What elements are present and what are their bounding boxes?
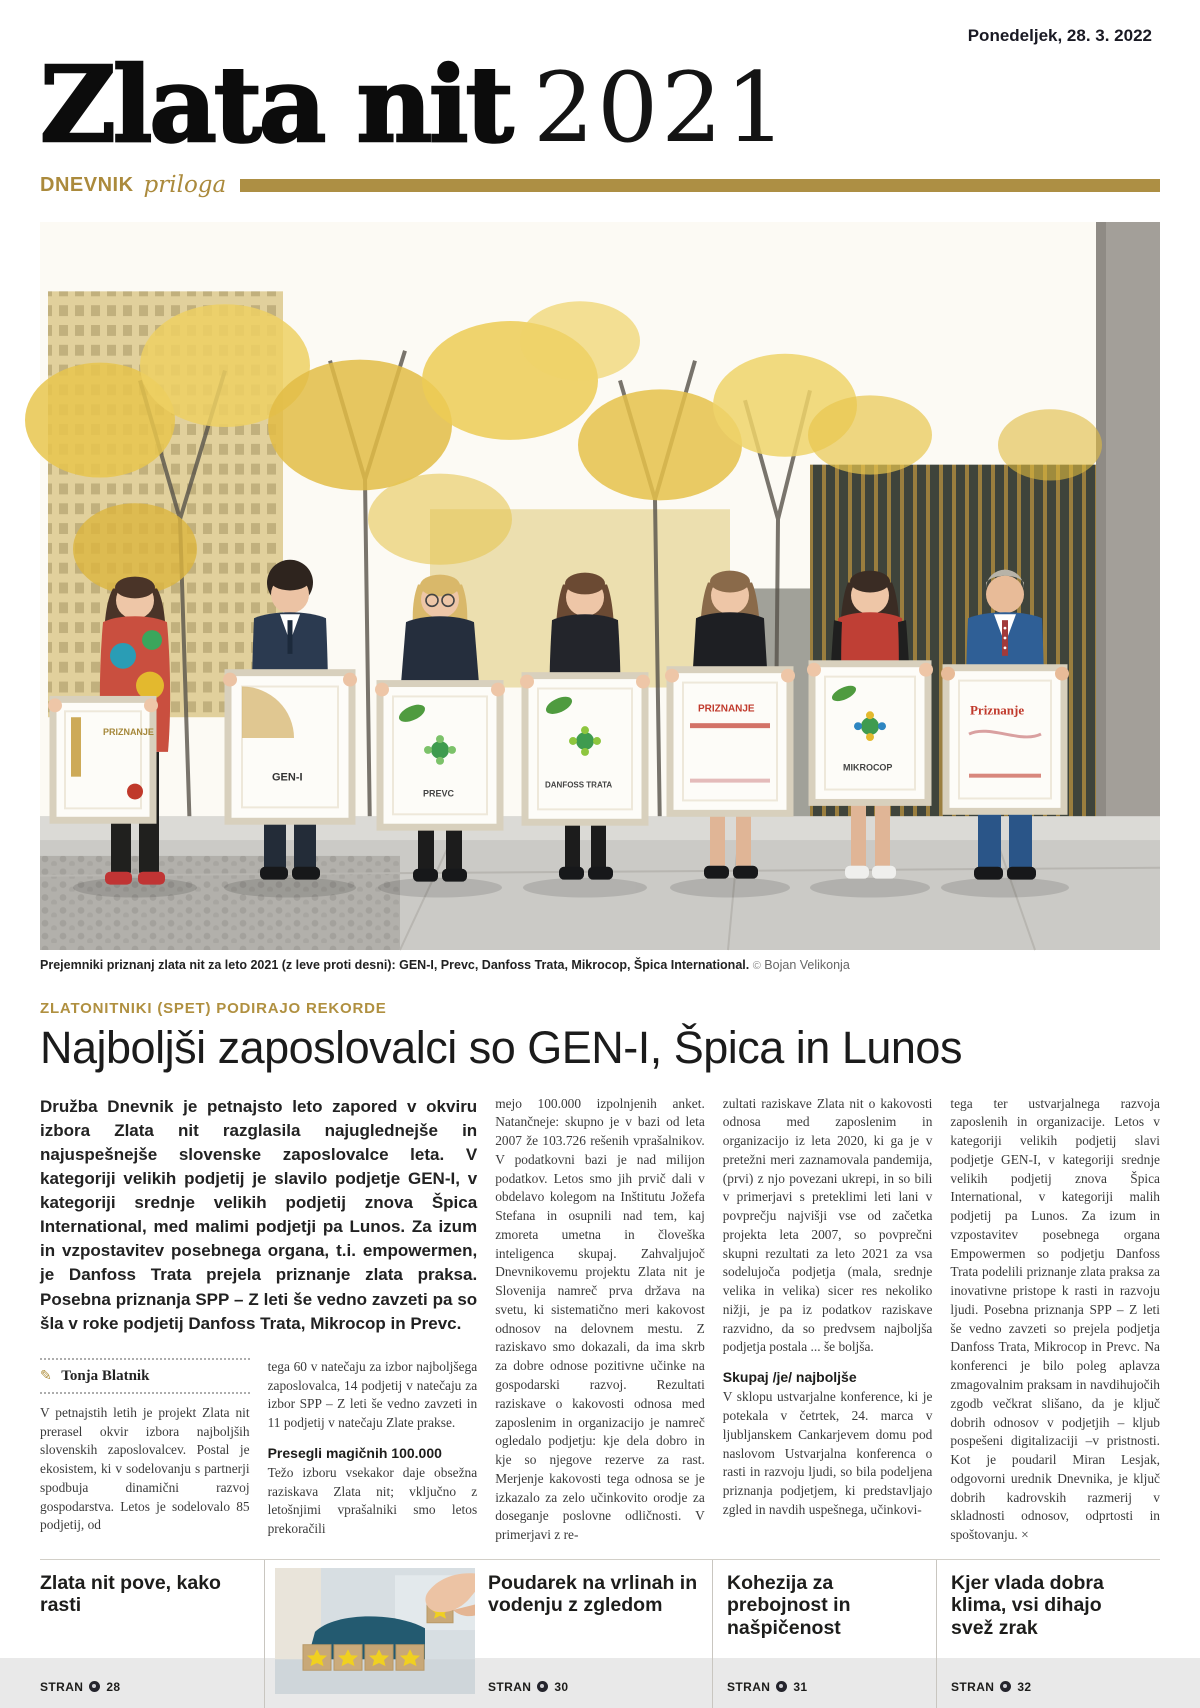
certificate-label: GEN-I [272, 771, 303, 784]
teaser-title: Kjer vlada dobra klima, vsi dihajo svež zrak [951, 1571, 1104, 1639]
lead-photo [40, 222, 1160, 950]
page-label: STRAN [488, 1679, 532, 1694]
page-number: 30 [554, 1679, 569, 1694]
issue-date: Ponedeljek, 28. 3. 2022 [967, 26, 1152, 45]
teaser-zlata-nit-pove [40, 1560, 264, 1708]
brand-suffix: priloga [143, 172, 227, 198]
certificate-label: Priznanje [970, 702, 1025, 718]
pencil-icon: ✎ [40, 1366, 52, 1383]
kicker: ZLATONITNIKI (SPET) PODIRAJO REKORDE [40, 1000, 387, 1017]
article-paragraph: mejo 100.000 izpolnjenih anket. Natančneje: skupno je v bazi od leta 2007 že 103.726 rešenih vprašalnikov. V podatkovni bazi je nad milijon podatkov. Letos smo jih prvič dali v obdelavo kolegom na Inštitutu Jožefa Stefana in osupnili nad tem, kaj zmoreta umetna in človeška inteligenca skupaj. Zahvaljujoč Dnevnikovemu projektu Zlata nit je Slovenija namreč prva država na svetu, ki sistematično meri kakovost odnosov na delovnem mestu. Z raziskavo smo dokazali, da ima skrb za dobre odnose pozitivne učinke na gospodarski razvoj. Rezultati raziskave o kakovosti odnosa med zaposlenim in organizacijo je namreč ogledalo podjetju: kje dela dobro in kje so njegove rezerve za rast. Merjenje kakovosti tega odnosa se je izkazalo za zelo učinkovito orodje za doseganje poslovne odličnosti. V primerjavi z re- [495, 1095, 705, 1543]
page-label: STRAN [40, 1679, 84, 1694]
brand-row [40, 172, 1160, 198]
gold-rule [240, 179, 1160, 192]
article-paragraph: zultati raziskave Zlata nit o kakovosti odnosa med zaposlenim in organizacijo iz leta 2020, ki ga je v pretežni meri zaznamovala pandemija, (prvi) z njo povezani ukrepi, in so bili v primerjavi s preteklimi leti lani v povprečju najvišji vse od začetka projekta leta 2007, so povprečni skupni rezultati za leto 2021 za vsa sodelujoča podjetja (mala, srednje velika in velika) sicer res nekoliko nižji, je pa iz podatkov raziskave razvidno, da so predvsem najboljša podjetja postala ... še boljša. [722, 1095, 933, 1355]
article-column-4 [723, 1095, 933, 1545]
page-target-icon [89, 1681, 100, 1692]
certificate-frame-4 [520, 675, 650, 823]
page-number: 32 [1017, 1679, 1032, 1694]
teaser-title: Poudarek na vrlinah in vodenju z zgledom [488, 1571, 698, 1617]
brand-logo: DNEVNIK [40, 173, 134, 196]
certificate-frame-5 [665, 669, 795, 814]
certificate-frame-3 [375, 683, 505, 828]
article-body [40, 1095, 1160, 1545]
article-column-2 [268, 1358, 478, 1545]
teaser-klima [936, 1560, 1160, 1708]
headline: Najboljši zaposlovalci so GEN-I, Špica in Lunos [40, 1022, 962, 1073]
article-paragraph: Težo izboru vsekakor daje obsežna raziskava Zlata nit; vključno z letošnjimi vprašalniki smo letos prekoračili [267, 1464, 478, 1537]
lead-photo-illustration [40, 222, 1160, 950]
masthead-title: Zlata nit [40, 43, 511, 166]
teaser-page-ref [40, 1680, 250, 1694]
page-label: STRAN [727, 1679, 771, 1694]
teaser-page-ref [951, 1680, 1146, 1694]
teaser-title: Zlata nit pove, kako rasti [40, 1571, 221, 1617]
page-target-icon [776, 1681, 787, 1692]
article-column-3 [495, 1095, 705, 1545]
teaser-kohezija [712, 1560, 936, 1708]
article-lead: Družba Dnevnik je petnajsto leto zapored v okviru izbora Zlata nit razglasila najuglednejše in najuspešnejše slovenske zaposlovalce leta. V kategoriji velikih podjetij je slavilo podjetje GEN-I, v kategoriji srednje velikih podjetij znova Špica International, med malimi podjetji pa Lunos. Za izum in vzpostavitev posebnega organa, t.i. empowermen, je Danfoss Trata prejela priznanje zlata praksa. Posebna priznanja SPP – Z leti še vedno zavzeti pa so šla v roke podjetij Danfoss Trata, Mikrocop in Prevc. [40, 1096, 478, 1333]
certificate-frame-6 [807, 663, 933, 803]
photo-caption [40, 958, 1160, 972]
article-paragraph: tega ter ustvarjalnega razvoja zaposlenih in organizacije. Letos v kategoriji velikih podjetij slavi podjetje GEN-I, v kategoriji srednje velikih podjetij znova Špica International, v kategoriji malih podjetij pa Lunos. Za izum in vzpostavitev posebnega organa Empowermen so podjetju Danfoss Trata podelili priznanje zlata praksa za inovativne pristope k rasti in razvoju ljudi. Posebna priznanja SPP – Z leti še vedno zavzeti so prejela podjetja Danfoss Trata, Mikrocop in Prevc. Na konferenci je bilo poleg aplavza zmagovalnim praksam in navdihujočih zgodb večkrat slišano, da je ključ dobrih odnosov v podjetjih – kljub pospešeni digitalizaciji –v pristnosti. Kot je poudaril Miran Lesjak, odgovorni urednik Dnevnika, je ključ dobrih kadrovskih razmerij v skladnosti odnosov, odprtosti in spoštovanju. × [950, 1095, 1160, 1543]
article-subhead: Skupaj /je/ najboljše [722, 1369, 857, 1386]
certificate-frame-2 [223, 673, 357, 822]
author-name: Tonja Blatnik [61, 1367, 150, 1384]
page-number: 31 [793, 1679, 808, 1694]
certificate-frame-1 [48, 698, 158, 820]
certificate-frame-7 [941, 667, 1069, 812]
certificate-label: DANFOSS TRATA [545, 780, 613, 790]
certificate-label: PRIZNANJE [103, 727, 154, 738]
page-label: STRAN [951, 1679, 995, 1694]
masthead-year: 2021 [533, 52, 790, 164]
photo-credit: Bojan Velikonja [764, 958, 850, 972]
article-paragraph: V petnajstih letih je projekt Zlata nit prerasel okvir izbora najboljših slovenskih zaposlovalcev. Postal je ekosistem, ki v sodelovanju s partnerji spodbuja dinamični razvoj gospodarstva. Letos je sodelovalo 85 podjetij, od [40, 1404, 250, 1533]
teaser-poudarek [488, 1560, 712, 1708]
teaser-title: Kohezija za prebojnost in našpičenost [727, 1571, 851, 1639]
certificate-label: PREVC [423, 788, 454, 799]
page-target-icon [1000, 1681, 1011, 1692]
article-column-1 [40, 1358, 250, 1545]
author-block [40, 1358, 250, 1394]
article-subhead: Presegli magičnih 100.000 [267, 1444, 442, 1461]
article-column-5 [950, 1095, 1160, 1545]
teaser-page-ref [727, 1680, 922, 1694]
teaser-image-star-blocks [275, 1568, 475, 1694]
photo-caption-text: Prejemniki priznanj zlata nit za leto 2021 (z leve proti desni): GEN-I, Prevc, Danfoss Trata, Mikrocop, Špica International. [40, 958, 750, 972]
teaser-page-ref [488, 1680, 698, 1694]
photo-credit-icon: © [752, 960, 761, 972]
certificate-label: PRIZNANJE [698, 703, 755, 715]
article-paragraph: tega 60 v natečaju za izbor najboljšega zaposlovalca, 14 podjetij v natečaju za izbor SPP – Z leti še vedno zavzeti in 11 podjetij v natečaju Zlate prakse. [267, 1358, 478, 1431]
article-paragraph: V sklopu ustvarjalne konference, ki je potekala v četrtek, 24. marca v ljubljanskem Cankarjevem domu pod naslovom Ustvarjalna konferenca o rasti in razvoju ljudi, so bila podeljena priznanja podjetjem, ki predstavljajo zgled in navdih uspešnega, učinkovi- [722, 1389, 933, 1517]
page-target-icon [537, 1681, 548, 1692]
certificate-label: MIKROCOP [843, 762, 893, 773]
page-number: 28 [106, 1679, 121, 1694]
footer-teasers [40, 1560, 1160, 1708]
masthead [40, 43, 1160, 166]
teaser-image-cell [264, 1560, 488, 1708]
